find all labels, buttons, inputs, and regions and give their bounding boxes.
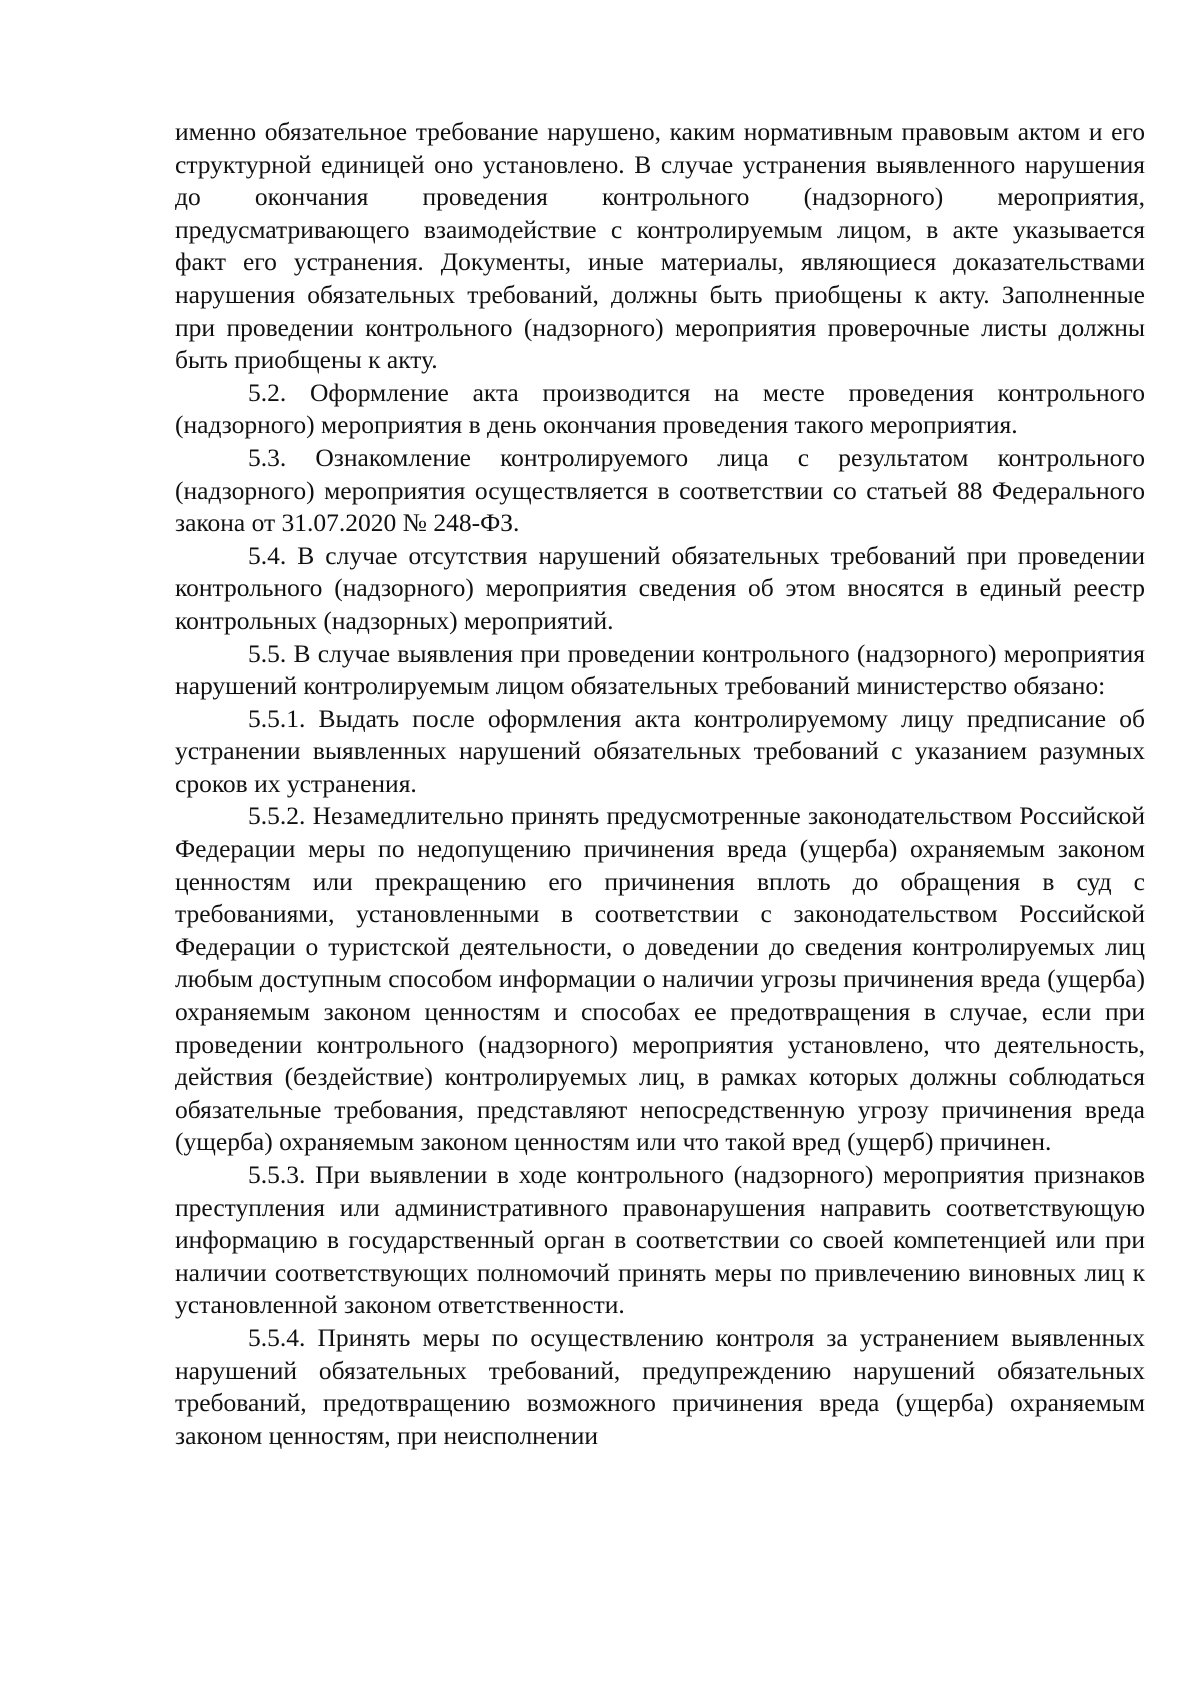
- document-body: [175, 116, 1145, 1452]
- paragraph-5-5-4: 5.5.4. Принять меры по осуществлению контроля за устранением выявленных нарушений обязательных требований, предупреждению нарушений обязательных требований, предотвращению возможного причинения вреда (ущерба) охраняемым законом ценностям, при неисполнении: [175, 1322, 1145, 1450]
- paragraph-5-5-1: 5.5.1. Выдать после оформления акта контролируемому лицу предписание об устранении выявленных нарушений обязательных требований с указанием разумных сроков их устранения.: [175, 703, 1145, 798]
- paragraph-5-3: 5.3. Ознакомление контролируемого лица с результатом контрольного (надзорного) мероприятия осуществляется в соответствии со статьей 88 Федерального закона от 31.07.2020 № 248-ФЗ.: [175, 442, 1145, 538]
- paragraph-5-5-2: 5.5.2. Незамедлительно принять предусмотренные законодательством Российской Федерации меры по недопущению причинения вреда (ущерба) охраняемым законом ценностям или прекращению его причинения вплоть до обращения в суд с требованиями, установленными в соответствии с законодательством Российской Федерации о туристской деятельности, о доведении до сведения контролируемых лиц любым доступным способом информации о наличии угрозы причинения вреда (ущерба) охраняемым законом ценностям и способах ее предотвращения в случае, если при проведении контрольного (надзорного) мероприятия установлено, что деятельность, действия (бездействие) контролируемых лиц, в рамках которых должны соблюдаться обязательные требования, представляют непосредственную угрозу причинения вреда (ущерба) охраняемым законом ценностям или что такой вред (ущерб) причинен.: [175, 801, 1145, 1157]
- paragraph-5-2: 5.2. Оформление акта производится на месте проведения контрольного (надзорного) мероприятия в день окончания проведения такого мероприятия.: [175, 377, 1145, 440]
- paragraph-continuation: именно обязательное требование нарушено, каким нормативным правовым актом и его структурной единицей оно установлено. В случае устранения выявленного нарушения до окончания проведения контрольного (надзорного) мероприятия, предусматривающего взаимодействие с контролируемым лицом, в акте указывается факт его устранения. Документы, иные материалы, являющиеся доказательствами нарушения обязательных требований, должны быть приобщены к акту. Заполненные при проведении контрольного (надзорного) мероприятия проверочные листы должны быть приобщены к акту.: [175, 117, 1145, 375]
- paragraph-5-5-3: 5.5.3. При выявлении в ходе контрольного (надзорного) мероприятия признаков преступления или административного правонарушения направить соответствующую информацию в государственный орган в соответствии со своей компетенцией или при наличии соответствующих полномочий принять меры по привлечению виновных лиц к установленной законом ответственности.: [175, 1160, 1145, 1320]
- paragraph-5-5: 5.5. В случае выявления при проведении контрольного (надзорного) мероприятия нарушений контролируемым лицом обязательных требований министерство обязано:: [175, 638, 1145, 701]
- paragraph-5-4: 5.4. В случае отсутствия нарушений обязательных требований при проведении контрольного (надзорного) мероприятия сведения об этом вносятся в единый реестр контрольных (надзорных) мероприятий.: [175, 540, 1145, 635]
